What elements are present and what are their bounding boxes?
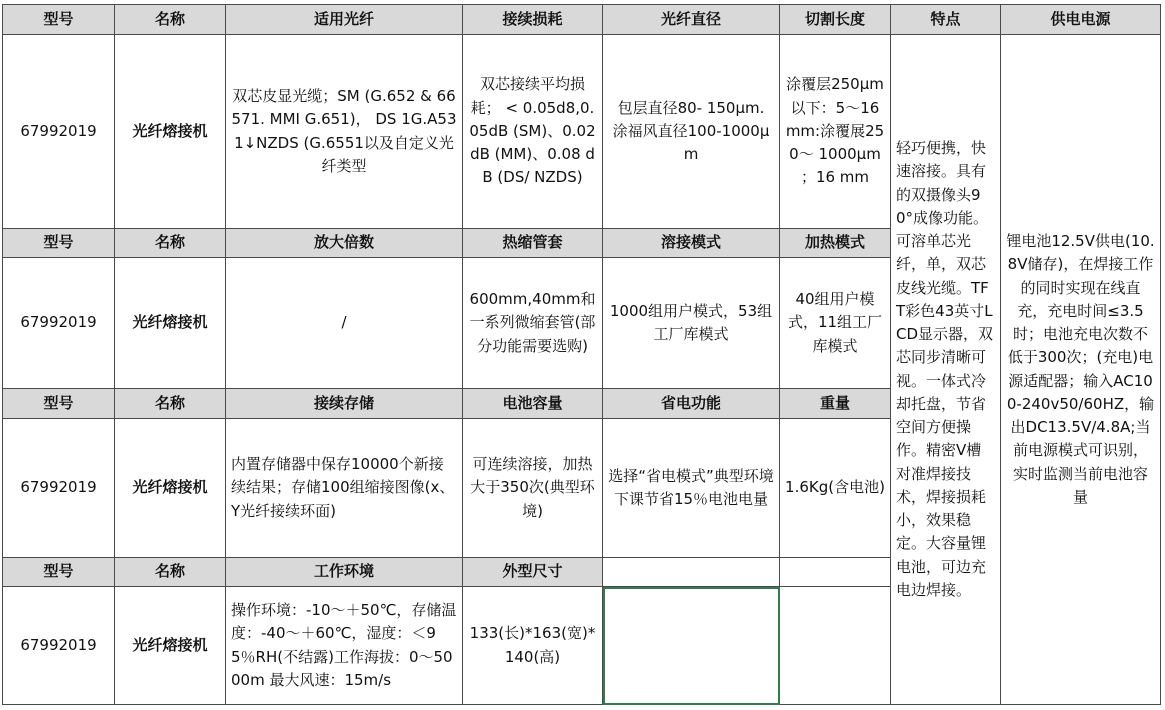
- header-model: 型号: [3, 229, 115, 258]
- model-cell: 67992019: [3, 35, 115, 229]
- header-name: 名称: [115, 229, 226, 258]
- header-features: 特点: [891, 5, 1001, 35]
- data-row-1: [3, 35, 1161, 229]
- header-name: 名称: [115, 558, 226, 587]
- spec-table: [2, 4, 1161, 705]
- empty-header-cell: [603, 558, 780, 587]
- header-model: 型号: [3, 389, 115, 419]
- weight-cell: 1.6Kg(含电池): [780, 419, 891, 558]
- header-model: 型号: [3, 5, 115, 35]
- header-environment: 工作环境: [226, 558, 463, 587]
- name-cell: 光纤熔接机: [115, 258, 226, 389]
- header-shrink-tube: 热缩管套: [463, 229, 603, 258]
- dimensions-cell: 133(长)*163(宽)*140(高): [463, 587, 603, 705]
- diameter-cell: 包层直径80- 150μm. 涂福风直径100-1000μm: [603, 35, 780, 229]
- empty-header-cell: [780, 558, 891, 587]
- power-saving-cell: 选择“省电模式”典型环境下课节省15％电池电量: [603, 419, 780, 558]
- fiber-cell: 双芯皮显光缆；SM (G.652 & 66571. MMI G.651)， DS 1G.A531↓NZDS (G.6551以及自定义光纤类型: [226, 35, 463, 229]
- header-power-saving: 省电功能: [603, 389, 780, 419]
- features-cell: 轻巧便携，快速溶接。具有 的双摄像头90°成像功能。可溶单芯光纤，单，双芯皮线光缆。TFT彩色43英寸LCD显示器，双芯同步清晰可视。一体式冷却托盘，节省空间方便操作。精密V槽对准焊接技术，焊接损耗小，效果稳定。大容量锂电池，可边充电边焊接。: [891, 35, 1001, 705]
- cut-length-cell: 涂覆层250μm以下：5～16 mm:涂覆展250～ 1000μm ；16 mm: [780, 35, 891, 229]
- model-cell: 67992019: [3, 587, 115, 705]
- heat-mode-cell: 40组用户模式，11组工厂库模式: [780, 258, 891, 389]
- name-cell: 光纤熔接机: [115, 587, 226, 705]
- header-row-1: [3, 5, 1161, 35]
- header-diameter: 光纤直径: [603, 5, 780, 35]
- model-cell: 67992019: [3, 258, 115, 389]
- header-power: 供电电源: [1001, 5, 1161, 35]
- name-cell: 光纤熔接机: [115, 35, 226, 229]
- name-cell: 光纤熔接机: [115, 419, 226, 558]
- header-storage: 接续存储: [226, 389, 463, 419]
- header-magnification: 放大倍数: [226, 229, 463, 258]
- splice-mode-cell: 1000组用户模式，53组工厂库模式: [603, 258, 780, 389]
- model-cell: 67992019: [3, 419, 115, 558]
- environment-cell: 操作环境：-10～＋50℃，存储温度：-40～＋60℃，湿度：＜95％RH(不结露)工作海拔：0～5000m 最大风速：15m/s: [226, 587, 463, 705]
- header-name: 名称: [115, 389, 226, 419]
- header-heat-mode: 加热模式: [780, 229, 891, 258]
- empty-cell: [780, 587, 891, 705]
- header-name: 名称: [115, 5, 226, 35]
- power-cell: 锂电池12.5V供电(10.8V储存)，在焊接工作的同时实现在线直充，充电时间≤3.5时；电池充电次数不低于300次；(充电)电源适配器；输入AC100-240v50/60HZ，输出DC13.5V/4.8A;当前电源模式可识别，实时监测当前电池容量: [1001, 35, 1161, 705]
- shrink-tube-cell: 600mm,40mm和一系列微缩套管(部分功能需要选购): [463, 258, 603, 389]
- splice-loss-cell: 双芯接续平均损耗； < 0.05d8,0.05dB (SM)、0.02 dB (MM)、0.08 dB (DS/ NZDS): [463, 35, 603, 229]
- header-cut-length: 切割长度: [780, 5, 891, 35]
- header-dimensions: 外型尺寸: [463, 558, 603, 587]
- battery-cell: 可连续溶接，加热大于350次(典型环境): [463, 419, 603, 558]
- storage-cell: 内置存储器中保存10000个新接续结果；存储100组缩接图像(x、Y光纤接续环面): [226, 419, 463, 558]
- header-splice-mode: 溶接模式: [603, 229, 780, 258]
- selected-empty-cell[interactable]: [603, 587, 780, 705]
- header-fiber: 适用光纤: [226, 5, 463, 35]
- header-weight: 重量: [780, 389, 891, 419]
- header-model: 型号: [3, 558, 115, 587]
- magnification-cell: /: [226, 258, 463, 389]
- header-splice-loss: 接续损耗: [463, 5, 603, 35]
- header-battery: 电池容量: [463, 389, 603, 419]
